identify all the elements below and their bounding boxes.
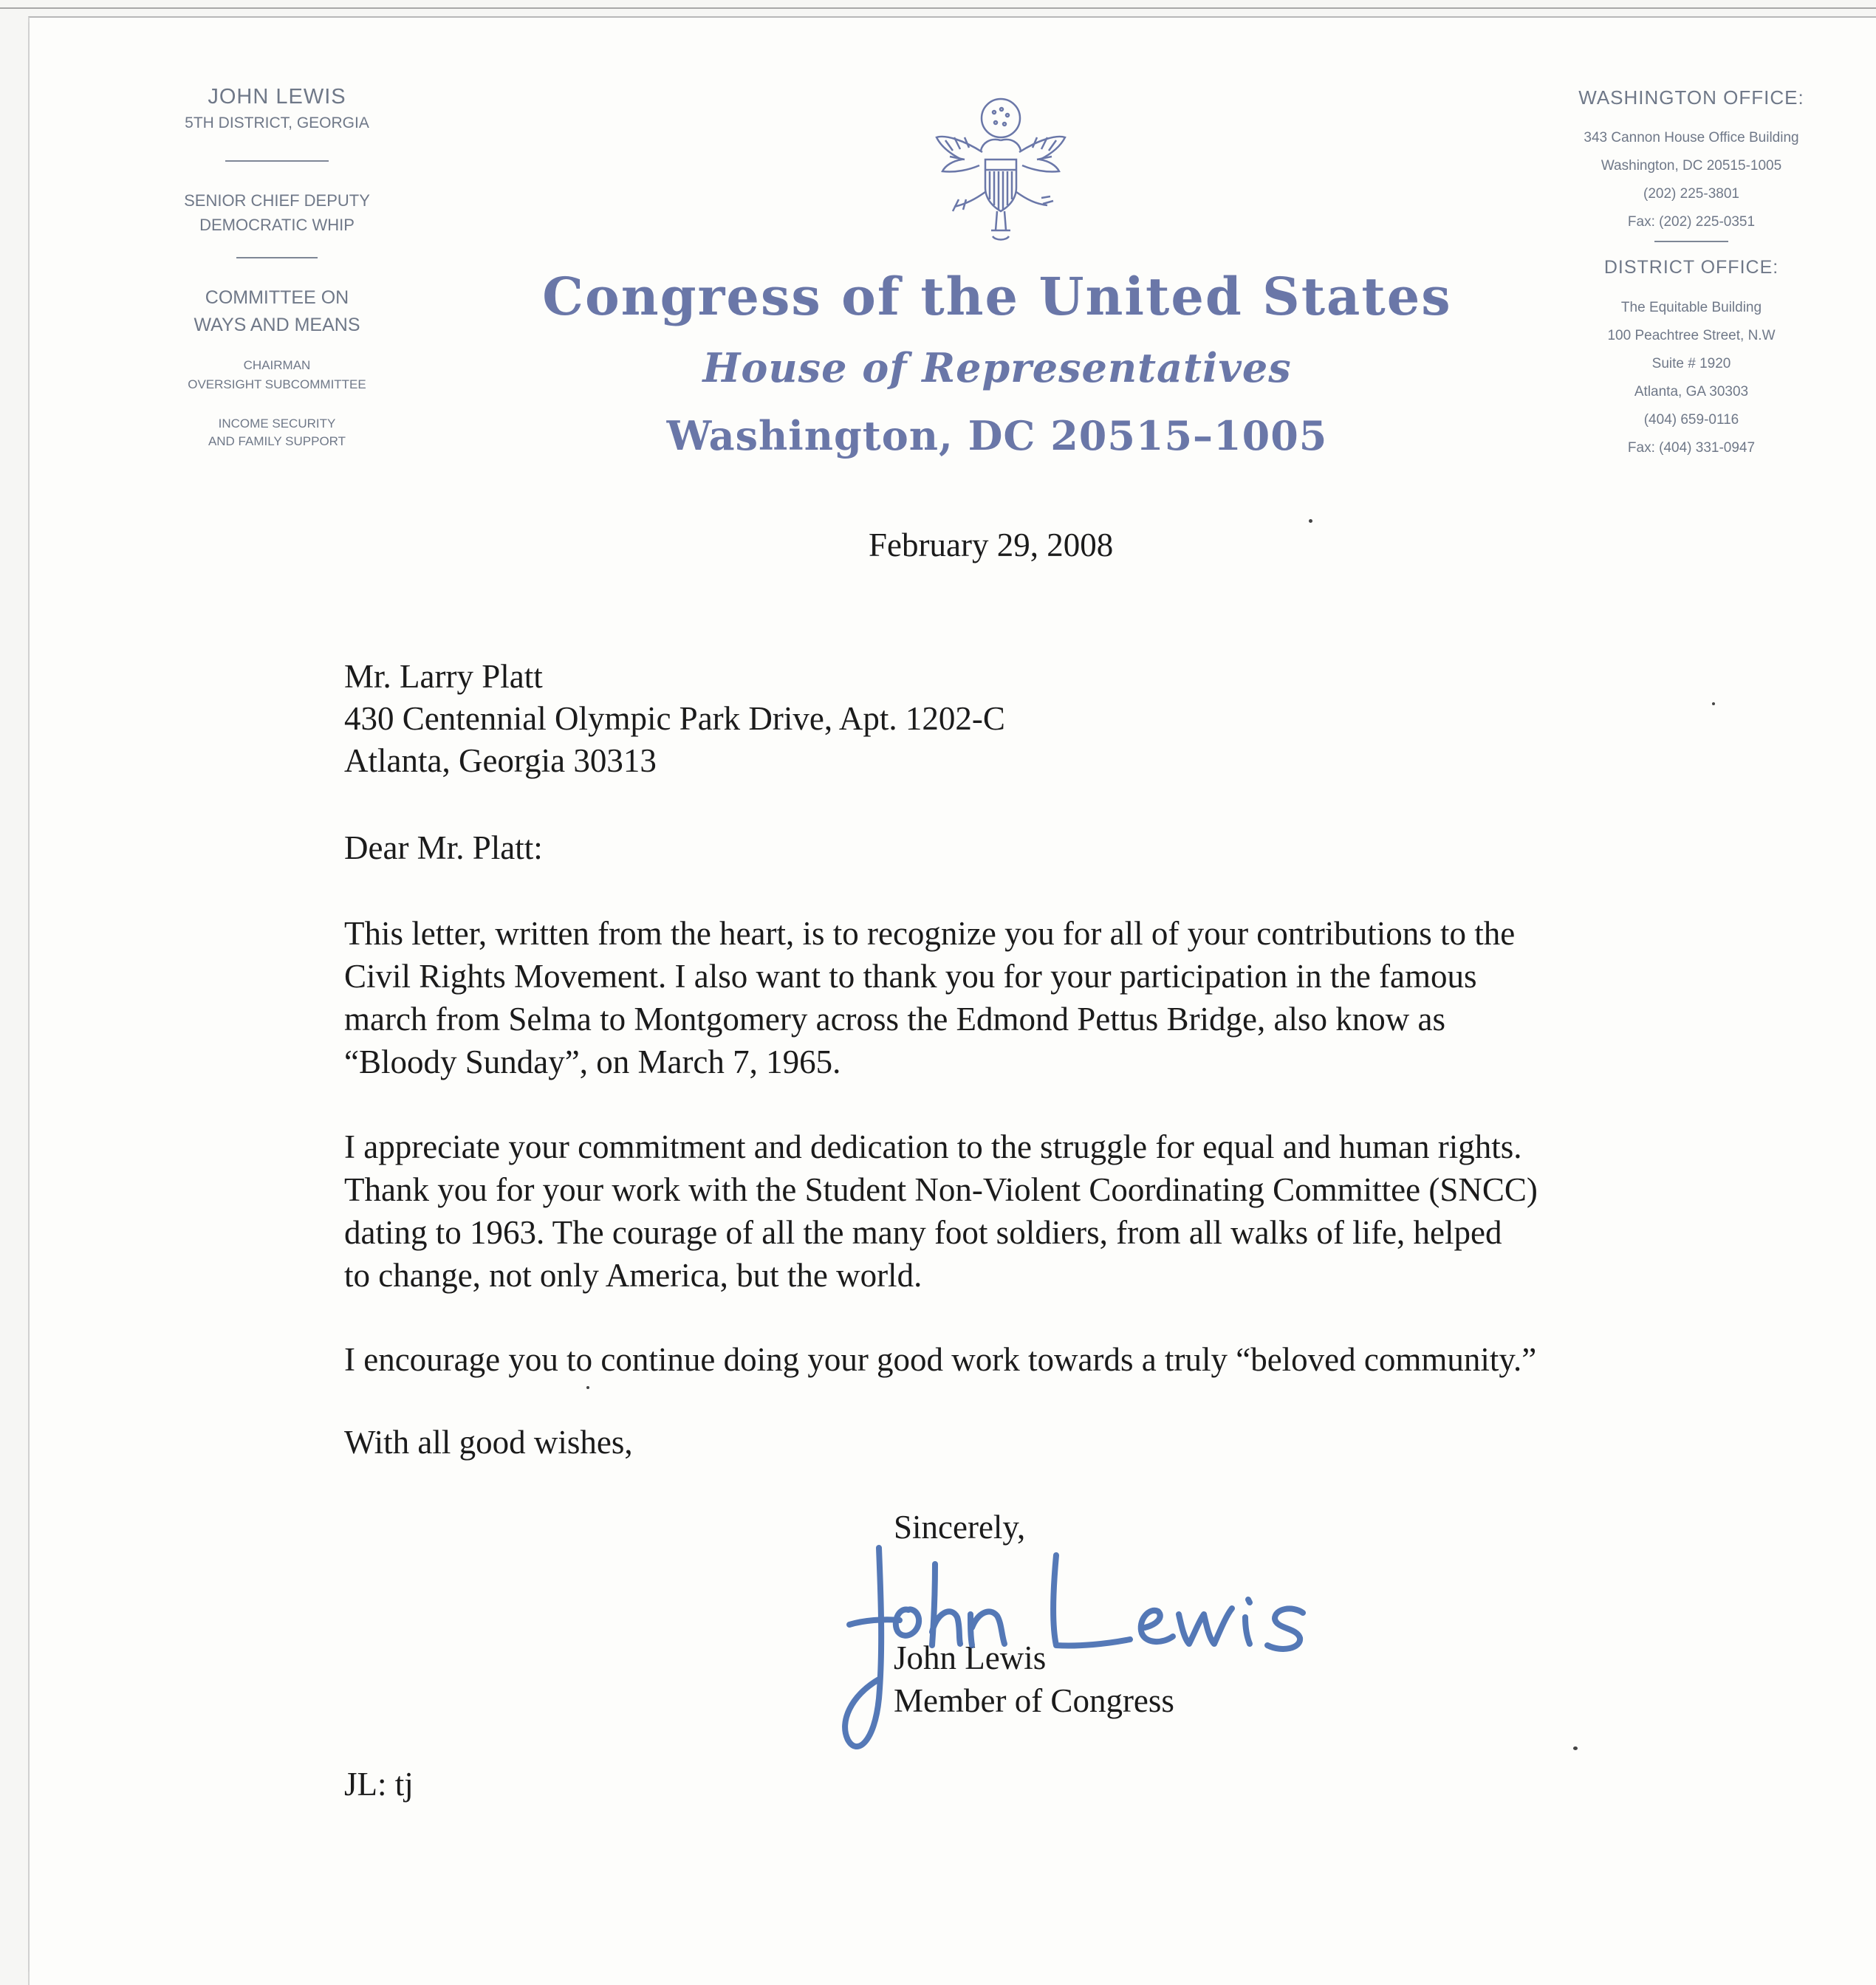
scan-left-edge — [28, 22, 30, 1972]
letter-date: February 29, 2008 — [869, 527, 1114, 563]
recipient-name: Mr. Larry Platt — [344, 658, 543, 695]
address-line: 100 Peachtree Street, N.W — [1607, 328, 1776, 343]
scan-speck — [586, 1386, 589, 1389]
salutation: Dear Mr. Platt: — [344, 829, 543, 866]
address-line: The Equitable Building — [1620, 300, 1762, 315]
divider — [236, 257, 318, 258]
paragraph-line: Civil Rights Movement. I also want to thank you for your participation in the famous — [344, 958, 1477, 995]
title-line: DEMOCRATIC WHIP — [199, 216, 355, 234]
fax-line: Fax: (202) 225-0351 — [1627, 214, 1756, 230]
scan-speck — [1573, 1746, 1578, 1750]
address-line: Washington, DC 20515-1005 — [1601, 158, 1782, 174]
member-name: JOHN LEWIS — [208, 85, 346, 109]
title-line: SENIOR CHIEF DEPUTY — [184, 191, 370, 210]
signer-name: John Lewis — [894, 1639, 1047, 1676]
scan-top-edge — [0, 7, 1876, 9]
scan-speck — [1712, 702, 1715, 705]
great-seal-eagle-icon — [923, 89, 1078, 247]
letterhead-congress-title: Congress of the United States — [542, 266, 1452, 327]
closing-line: With all good wishes, — [344, 1424, 633, 1461]
subcommittee-line: AND FAMILY SUPPORT — [208, 434, 346, 448]
address-line: Atlanta, GA 30303 — [1634, 384, 1749, 400]
signer-title: Member of Congress — [894, 1682, 1174, 1719]
paragraph-line: to change, not only America, but the world. — [344, 1257, 922, 1294]
chair-line: CHAIRMAN — [243, 358, 311, 372]
committee-line: COMMITTEE ON — [205, 287, 349, 308]
subcommittee-name — [155, 415, 399, 450]
member-district: 5TH DISTRICT, GEORGIA — [185, 114, 369, 131]
divider — [1654, 241, 1728, 242]
phone-line: (202) 225-3801 — [1643, 186, 1739, 202]
chair-line: OVERSIGHT SUBCOMMITTEE — [188, 377, 366, 391]
recipient-street: 430 Centennial Olympic Park Drive, Apt. 1202-C — [344, 700, 1005, 737]
committee-name — [155, 284, 399, 339]
letterhead-house-title: House of Representatives — [702, 344, 1292, 391]
scan-speck — [1309, 519, 1312, 523]
recipient-address — [344, 656, 1005, 782]
chair-title — [155, 356, 399, 394]
letterhead-city: Washington, DC 20515–1005 — [666, 412, 1328, 459]
paragraph-3: I encourage you to continue doing your good work towards a truly “beloved community.” — [344, 1341, 1537, 1378]
sign-off: Sincerely, — [894, 1509, 1026, 1546]
washington-office-address — [1521, 124, 1861, 236]
fax-line: Fax: (404) 331-0947 — [1627, 440, 1756, 456]
typist-initials: JL: tj — [344, 1766, 414, 1803]
washington-office-heading: WASHINGTON OFFICE: — [1578, 86, 1804, 109]
district-office-address — [1521, 294, 1861, 462]
district-office-heading: DISTRICT OFFICE: — [1603, 257, 1779, 278]
subcommittee-line: INCOME SECURITY — [218, 416, 336, 431]
paragraph-2 — [344, 1125, 1538, 1297]
committee-line: WAYS AND MEANS — [194, 315, 360, 335]
paragraph-line: dating to 1963. The courage of all the many foot soldiers, from all walks of life, helped — [344, 1214, 1502, 1251]
handwritten-signature — [835, 1521, 1322, 1765]
paragraph-line: I appreciate your commitment and dedication to the struggle for equal and human rights. — [344, 1128, 1522, 1165]
paragraph-line: “Bloody Sunday”, on March 7, 1965. — [344, 1043, 841, 1080]
leadership-title — [155, 188, 399, 237]
recipient-city: Atlanta, Georgia 30313 — [344, 742, 657, 779]
paragraph-line: march from Selma to Montgomery across the Edmond Pettus Bridge, also know as — [344, 1001, 1445, 1038]
paragraph-1 — [344, 912, 1515, 1083]
paragraph-line: Thank you for your work with the Student Non-Violent Coordinating Committee (SNCC) — [344, 1171, 1538, 1208]
address-line: Suite # 1920 — [1651, 356, 1731, 371]
paragraph-line: This letter, written from the heart, is to recognize you for all of your contributions to the — [344, 915, 1516, 952]
address-line: 343 Cannon House Office Building — [1584, 130, 1799, 145]
phone-line: (404) 659-0116 — [1643, 412, 1739, 428]
divider — [225, 160, 329, 162]
